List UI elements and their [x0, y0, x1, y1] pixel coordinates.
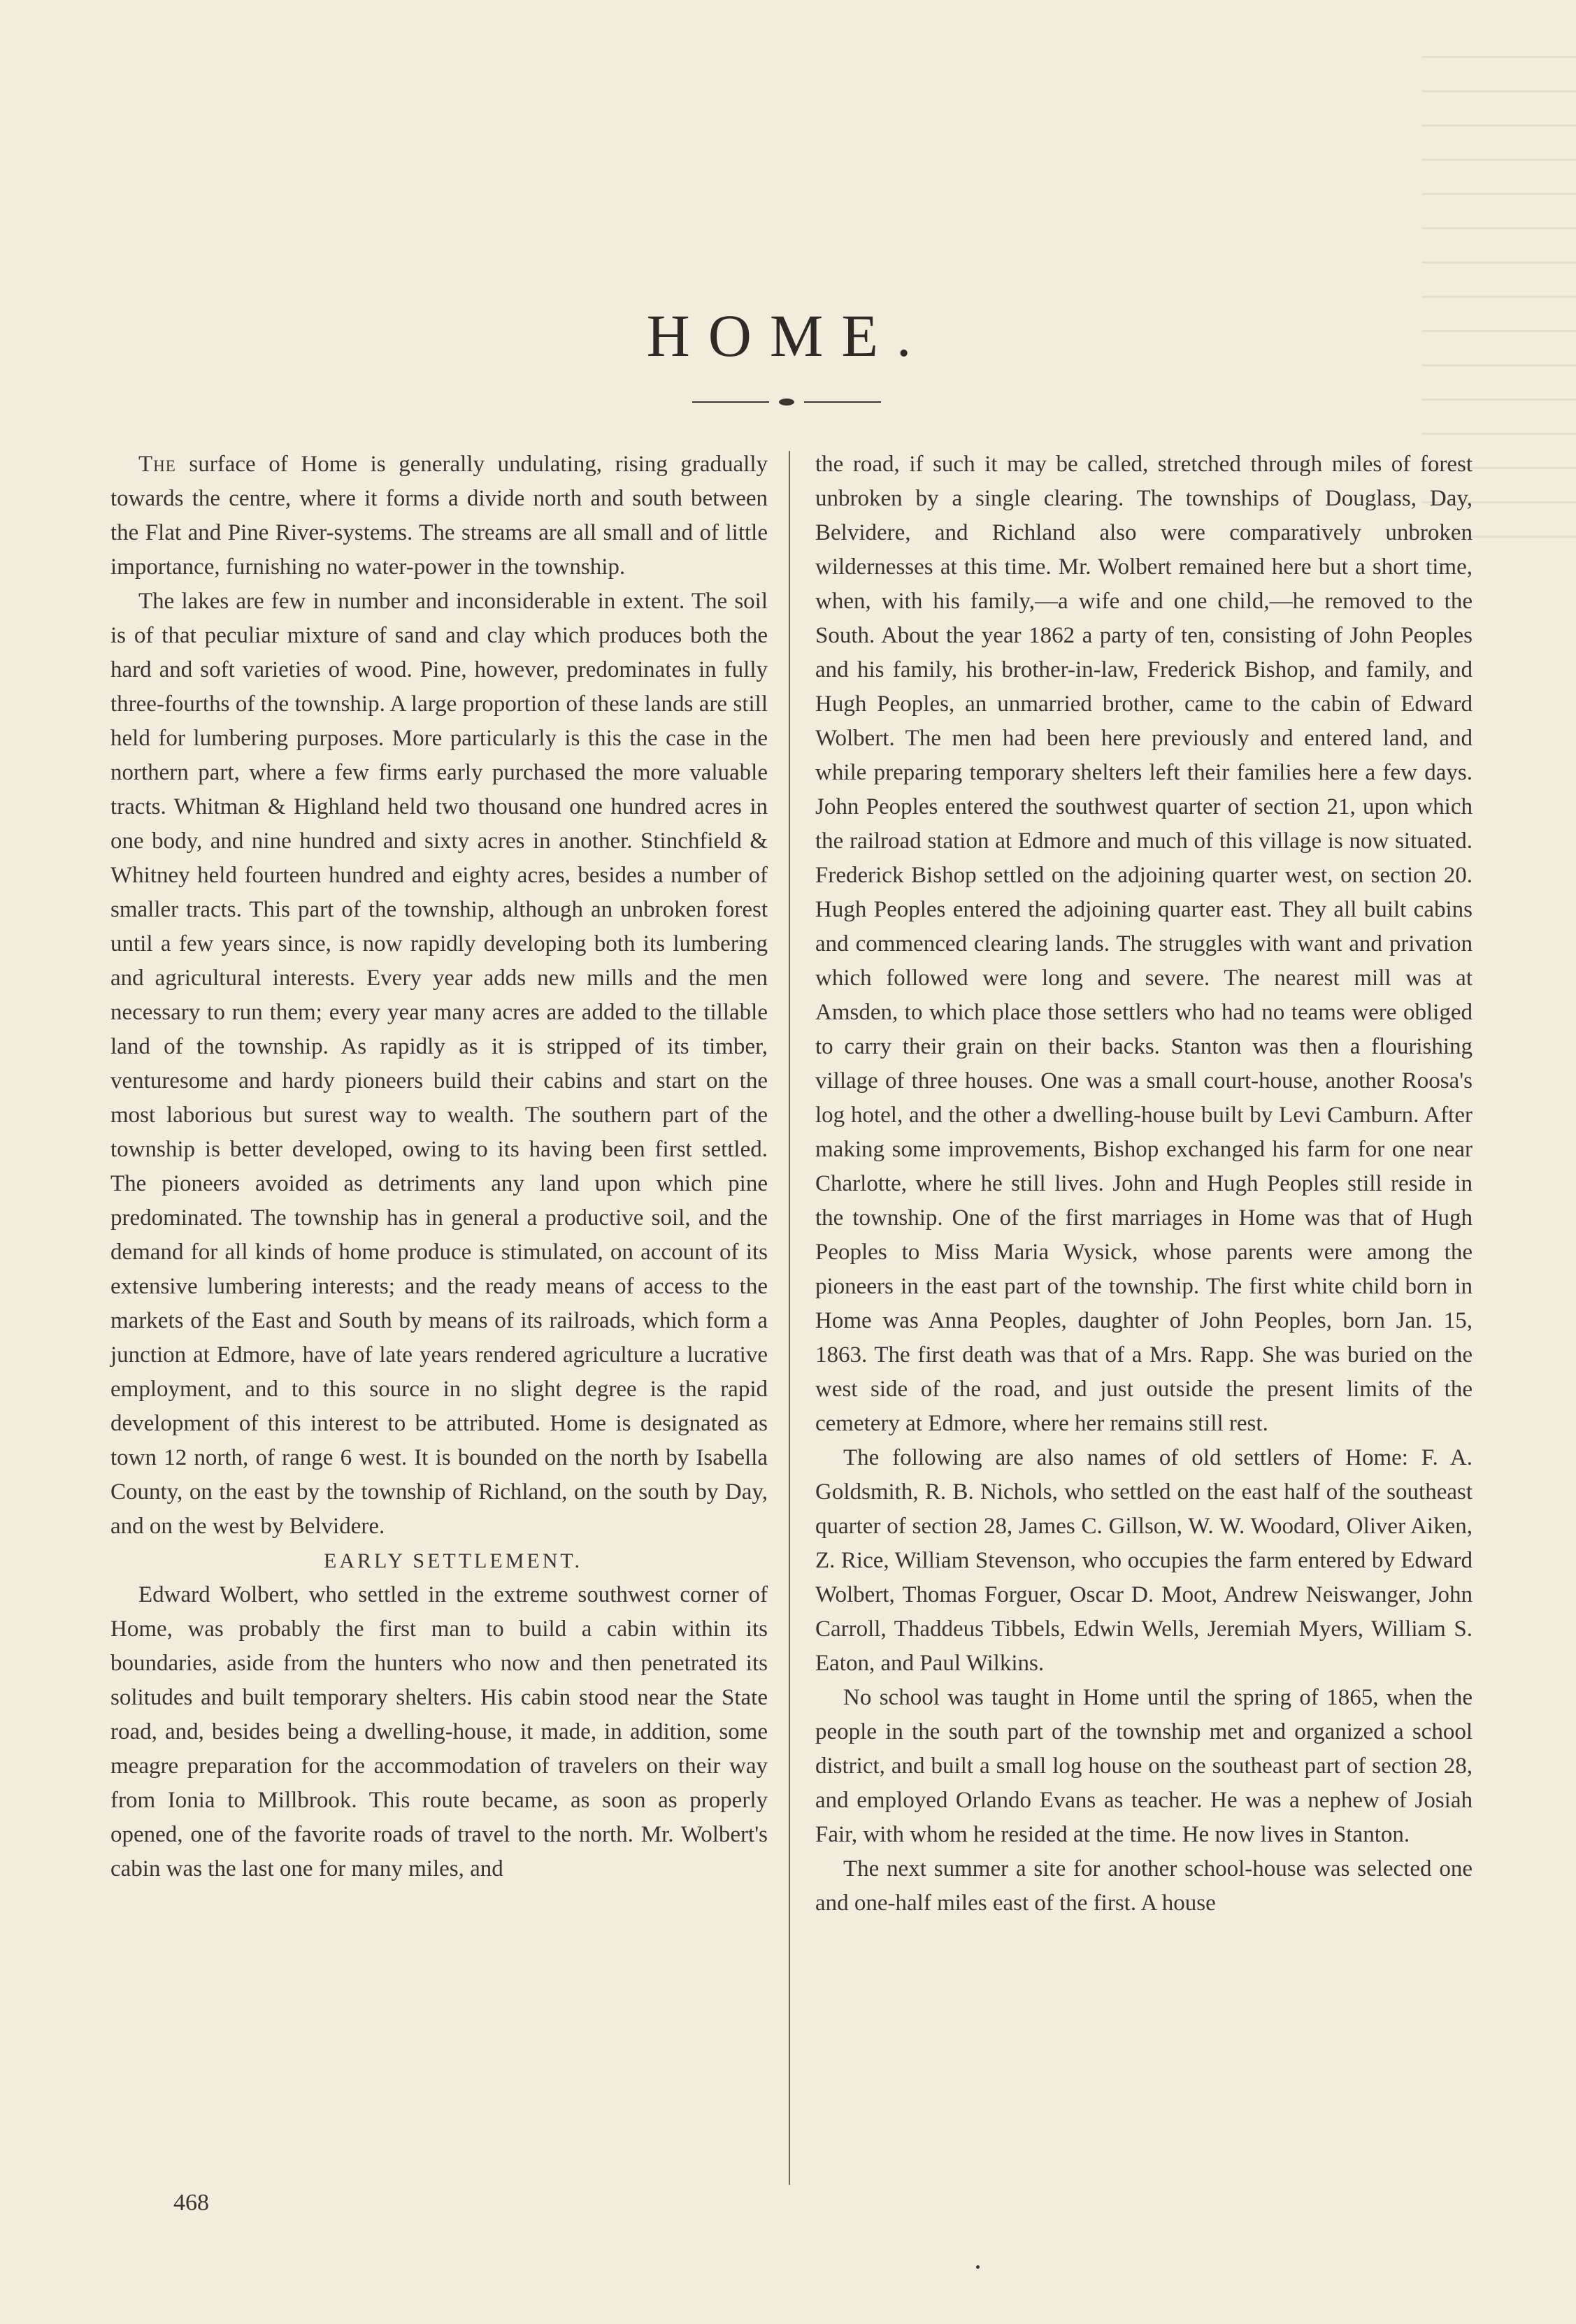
paragraph-next-school: The next summer a site for another school-house was selected one and one-half miles east of the first. A house [815, 1856, 1473, 1916]
paragraph-old-settlers: The following are also names of old settlers of Home: F. A. Goldsmith, R. B. Nichols, who settled on the east half of the southeast quarter of section 28, James C. Gillson, W. W. Woodard, Oliver Aiken, Z. Rice, William Stevenson, who occupies the farm entered by Edward Wolbert, Thomas Forguer, Oscar D. Moot, Andrew Neiswanger, John Carroll, Thaddeus Tibbels, Edwin Wells, Jeremiah Myers, William S. Eaton, and Paul Wilkins. [815, 1445, 1473, 1676]
paragraph-lakes: The lakes are few in number and inconsiderable in extent. The soil is of that peculiar mixture of sand and clay which produces both the hard and soft varieties of wood. Pine, however, predominates in fully three-fourths of the township. A large proportion of these lands are still held for lumbering purposes. More particularly is this the case in the northern part, where a few firms early purchased the more valuable tracts. Whitman & Highland held two thousand one hundred acres in one body, and nine hundred and sixty acres in another. Stinchfield & Whitney held fourteen hundred and eighty acres, besides a number of smaller tracts. This part of the township, although an unbroken forest until a few years since, is now rapidly developing both its lumbering and agricultural interests. Every year adds new mills and the men necessary to run them; every year many acres are added to the tillable land of the township. As rapidly as it is stripped of its timber, venturesome and hardy pioneers build their cabins and start on the most laborious but surest way to wealth. The southern part of the township is better developed, owing to its having been first settled. The pioneers avoided as detriments any land upon which pine predominated. The township has in general a productive soil, and the demand for all kinds of home produce is stimulated, on account of its extensive lumbering interests; and the ready means of access to the markets of the East and South by means of its railroads, which form a junction at Edmore, have of late years rendered agriculture a lucrative employment, and to this source in no slight degree is the rapid development of this interest to be attributed. Home is designated as town 12 north, of range 6 west. It is bounded on the north by Isabella County, on the east by the township of Richland, on the south by Day, and on the west by Belvidere. [110, 589, 768, 1539]
left-column [110, 447, 768, 1886]
title-ornament [692, 399, 881, 406]
ornament-rule-left [692, 401, 769, 403]
ornament-rule-right [804, 401, 881, 403]
column-divider [789, 451, 790, 2185]
paragraph-wolbert: Edward Wolbert, who settled in the extreme southwest corner of Home, was probably the first man to build a cabin within its boundaries, aside from the hunters who now and then penetrated its solitudes and built temporary shelters. His cabin stood near the State road, and, besides being a dwelling-house, it made, in addition, some meagre preparation for the accommodation of travelers on their way from Ionia to Millbrook. This route became, as soon as properly opened, one of the favorite roads of travel to the north. Mr. Wolbert's cabin was the last one for many miles, and [110, 1582, 768, 1881]
paragraph-text: surface of Home is generally undulating, rising gradually towards the centre, where it forms a divide north and south between the Flat and Pine River-systems. The streams are all small and of little importance, furnishing no water-power in the township. [110, 452, 768, 580]
paragraph-surface [110, 447, 768, 584]
right-column [815, 447, 1473, 1921]
section-heading-early-settlement: EARLY SETTLEMENT. [324, 1549, 582, 1572]
paragraph-road: the road, if such it may be called, stretched through miles of forest unbroken by a single clearing. The townships of Douglass, Day, Belvidere, and Richland also were comparatively unbroken wildernesses at this time. Mr. Wolbert remained here but a short time, when, with his family,—a wife and one child,—he removed to the South. About the year 1862 a party of ten, consisting of John Peoples and his family, his brother-in-law, Frederick Bishop, and family, and Hugh Peoples, an unmarried brother, came to the cabin of Edward Wolbert. The men had been here previously and entered land, and while preparing temporary shelters left their families here a few days. John Peoples entered the southwest quarter of section 21, upon which the railroad station at Edmore and much of this village is now situated. Frederick Bishop settled on the adjoining quarter west, on section 20. Hugh Peoples entered the adjoining quarter east. They all built cabins and commenced clearing lands. The struggles with want and privation which followed were long and severe. The nearest mill was at Amsden, to which place those settlers who had no teams were obliged to carry their grain on their backs. Stanton was then a flourishing village of three houses. One was a small court-house, another Roosa's log hotel, and the other a dwelling-house built by Levi Camburn. After making some improvements, Bishop exchanged his farm for one near Charlotte, where he still lives. John and Hugh Peoples still reside in the township. One of the first marriages in Home was that of Hugh Peoples to Miss Maria Wysick, whose parents were among the pioneers in the east part of the township. The first white child born in Home was Anna Peoples, daughter of John Peoples, born Jan. 15, 1863. The first death was that of a Mrs. Rapp. She was buried on the west side of the road, and just outside the present limits of the cemetery at Edmore, where her remains still rest. [815, 452, 1473, 1436]
lead-word: The [138, 452, 176, 477]
paper-speck [976, 2265, 980, 2269]
page-number: 468 [173, 2190, 209, 2216]
paragraph-first-school: No school was taught in Home until the spring of 1865, when the people in the south part of the township met and organized a school district, and built a small log house on the southeast part of section 28, and employed Orlando Evans as teacher. He was a nephew of Josiah Fair, with whom he resided at the time. He now lives in Stanton. [815, 1685, 1473, 1847]
page-title: HOME. [646, 302, 930, 369]
ornament-dot [779, 399, 794, 406]
